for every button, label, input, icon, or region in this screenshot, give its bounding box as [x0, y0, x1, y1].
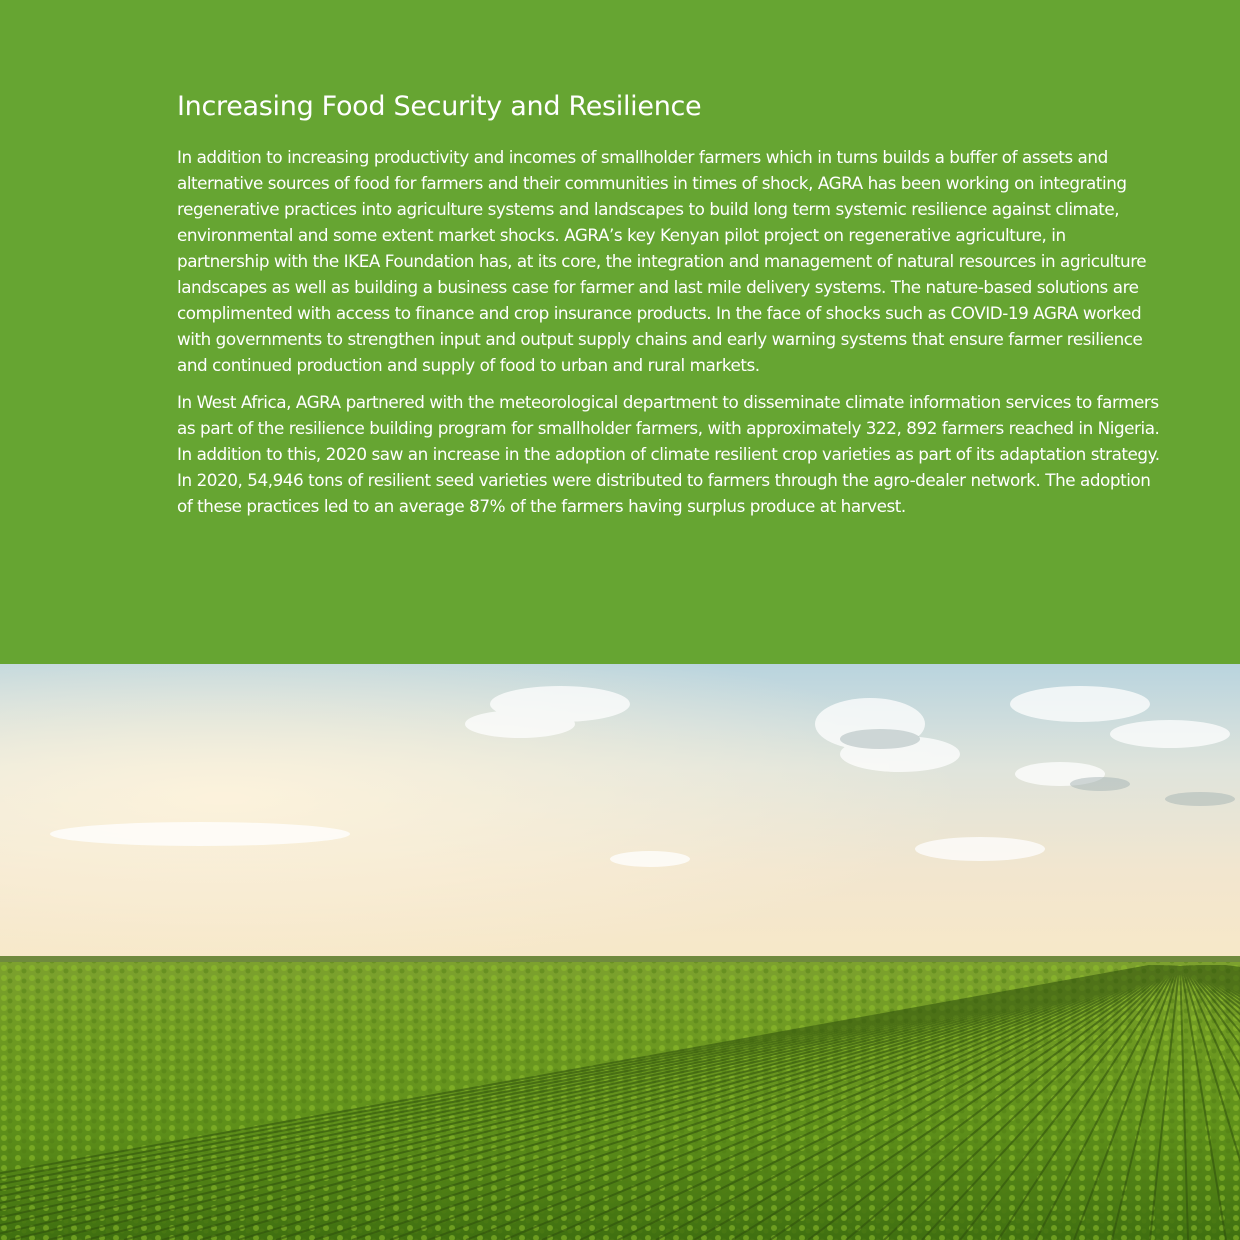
crop-field — [0, 962, 1240, 1240]
crop-field-photo — [0, 664, 1240, 1240]
section-heading: Increasing Food Security and Resilience — [177, 91, 702, 122]
article-content — [177, 88, 1162, 530]
paragraph-regenerative-agriculture: In addition to increasing productivity and incomes of smallholder farmers which in turns builds a buffer of assets and alternative sources of food for farmers and their communities in times of shock, AGRA has been working on integrating regenerative practices into agriculture systems and landscapes to build long term systemic resilience against climate, environmental and some extent market shocks. AGRA’s key Kenyan pilot project on regenerative agriculture, in partnership with the IKEA Foundation has, at its core, the integration and management of natural resources in agriculture landscapes as well as building a business case for farmer and last mile delivery systems. The nature-based solutions are complimented with access to finance and crop insurance products. In the face of shocks such as COVID-19 AGRA worked with governments to strengthen input and output supply chains and early warning systems that ensure farmer resilience and continued production and supply of food to urban and rural markets. — [177, 147, 1147, 375]
paragraph-west-africa: In West Africa, AGRA partnered with the meteorological department to disseminate climate information services to farmers as part of the resilience building program for smallholder farmers, with approximately 322, 892 farmers reached in Nigeria. In addition to this, 2020 saw an increase in the adoption of climate resilient crop varieties as part of its adaptation strategy. In 2020, 54,946 tons of resilient seed varieties were distributed to farmers through the agro-dealer network. The adoption of these practices led to an average 87% of the farmers having surplus produce at harvest. — [177, 392, 1160, 516]
